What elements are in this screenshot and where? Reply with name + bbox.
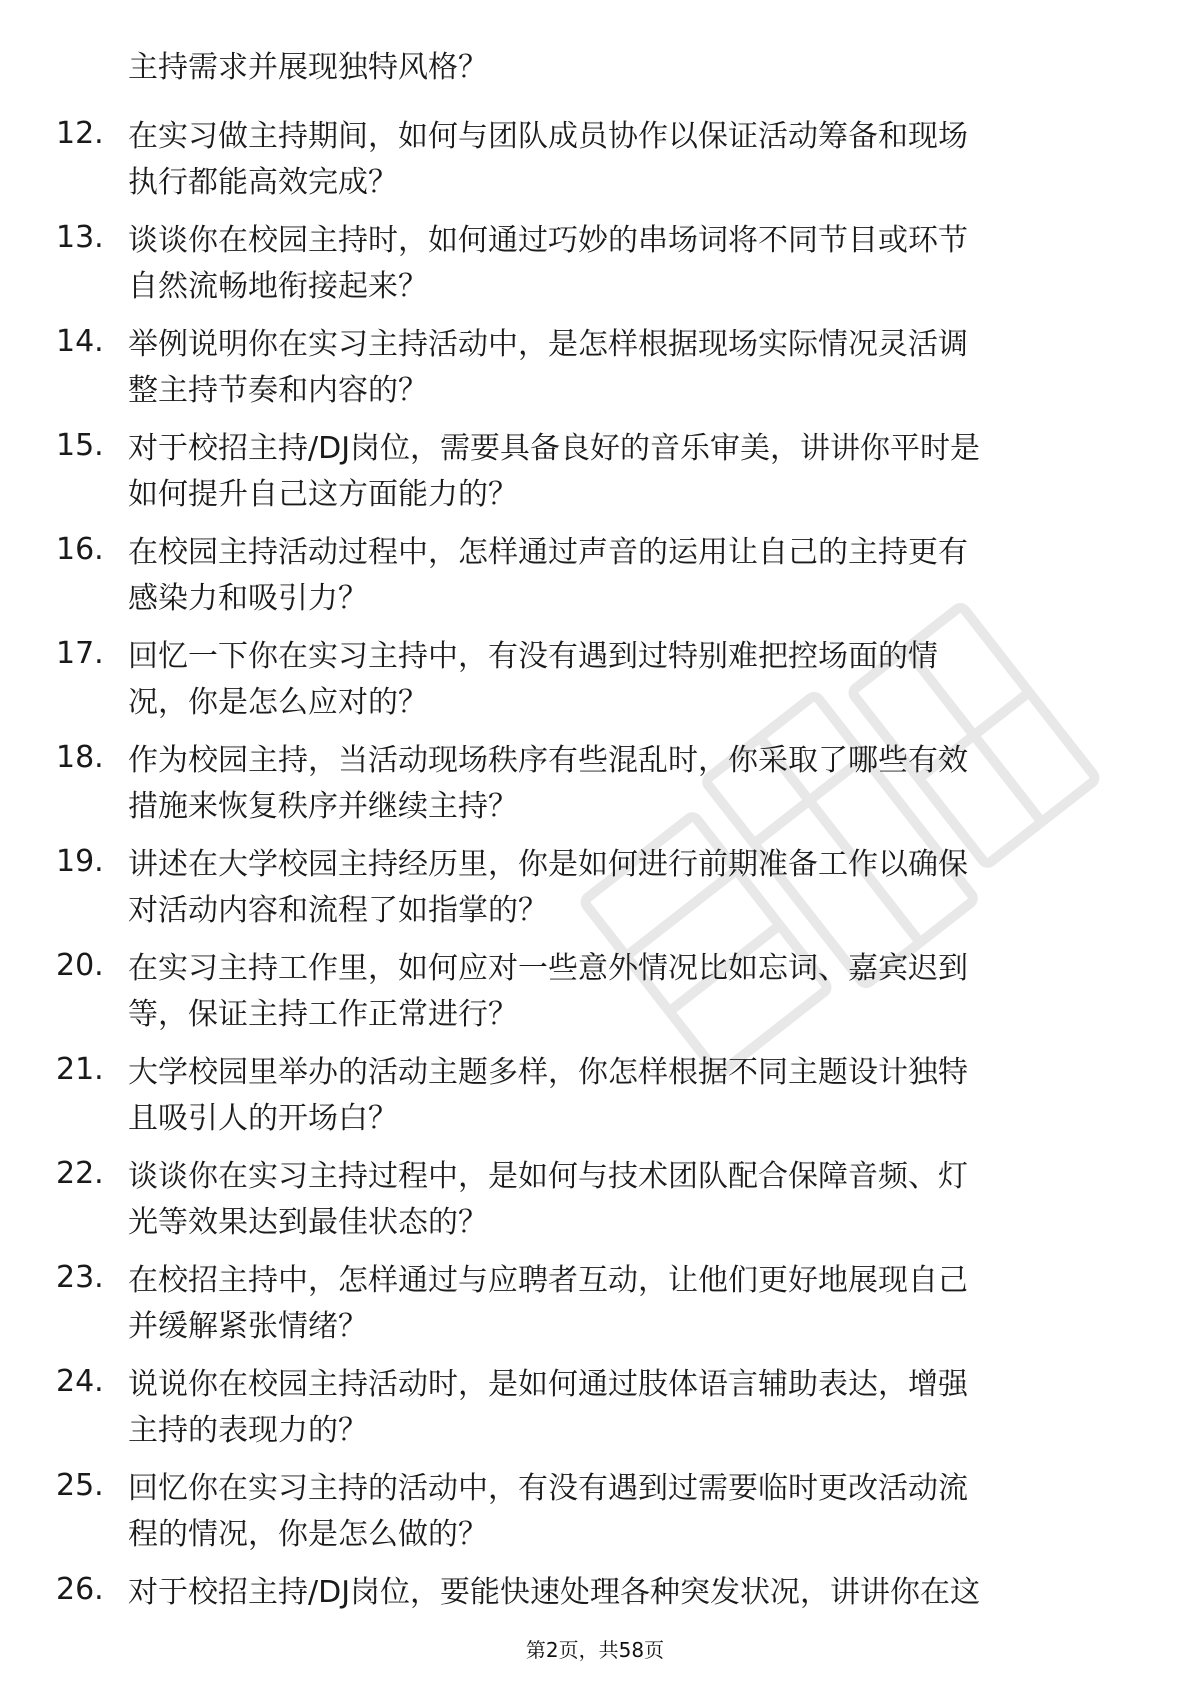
- question-number: 22.: [56, 1156, 104, 1191]
- question-number: 20.: [56, 948, 104, 983]
- question-item: [56, 1154, 1136, 1258]
- question-text: [128, 218, 1128, 310]
- question-text-line: 光等效果达到最佳状态的？: [128, 1205, 488, 1240]
- question-item: [56, 114, 1136, 218]
- question-number: 12.: [56, 116, 104, 151]
- question-text-line: 感染力和吸引力？: [128, 581, 368, 616]
- question-text-line: 大学校园里举办的活动主题多样，你怎样根据不同主题设计独特: [128, 1055, 968, 1090]
- question-text-line: 如何提升自己这方面能力的？: [128, 477, 518, 512]
- question-number: 26.: [56, 1572, 104, 1607]
- question-text-line: 在校招主持中，怎样通过与应聘者互动，让他们更好地展现自己: [128, 1263, 968, 1298]
- question-text-line: 措施来恢复秩序并继续主持？: [128, 789, 518, 824]
- question-number: 15.: [56, 428, 104, 463]
- question-number: 24.: [56, 1364, 104, 1399]
- question-item: [56, 842, 1136, 946]
- question-text-line: 对于校招主持/DJ岗位，要能快速处理各种突发状况，讲讲你在这: [128, 1575, 981, 1610]
- question-text: [128, 114, 1128, 206]
- question-text-line: 对于校招主持/DJ岗位，需要具备良好的音乐审美，讲讲你平时是: [128, 431, 981, 466]
- question-text: [128, 322, 1128, 414]
- question-text: [128, 1570, 1128, 1616]
- question-text-line: 谈谈你在校园主持时，如何通过巧妙的串场词将不同节目或环节: [128, 223, 968, 258]
- question-text: [128, 738, 1128, 830]
- question-item: [56, 1050, 1136, 1154]
- question-text-line: 作为校园主持，当活动现场秩序有些混乱时，你采取了哪些有效: [128, 743, 968, 778]
- question-item: [56, 218, 1136, 322]
- question-item: [56, 1258, 1136, 1362]
- question-text: [128, 1466, 1128, 1558]
- question-text: [128, 530, 1128, 622]
- question-list: [56, 114, 1136, 1674]
- question-text-line: 谈谈你在实习主持过程中，是如何与技术团队配合保障音频、灯: [128, 1159, 968, 1194]
- question-text-line: 执行都能高效完成？: [128, 165, 398, 200]
- question-number: 13.: [56, 220, 104, 255]
- question-text-line: 且吸引人的开场白？: [128, 1101, 398, 1136]
- question-number: 18.: [56, 740, 104, 775]
- question-number: 25.: [56, 1468, 104, 1503]
- question-text: [128, 946, 1128, 1038]
- question-number: 23.: [56, 1260, 104, 1295]
- question-text: [128, 634, 1128, 726]
- question-number: 19.: [56, 844, 104, 879]
- question-text-line: 举例说明你在实习主持活动中，是怎样根据现场实际情况灵活调: [128, 327, 968, 362]
- question-text-line: 说说你在校园主持活动时，是如何通过肢体语言辅助表达，增强: [128, 1367, 968, 1402]
- question-item: [56, 1466, 1136, 1570]
- question-number: 14.: [56, 324, 104, 359]
- question-text-line: 并缓解紧张情绪？: [128, 1309, 368, 1344]
- question-text: [128, 1050, 1128, 1142]
- question-item: [56, 634, 1136, 738]
- question-text: [128, 1154, 1128, 1246]
- question-text-line: 在实习做主持期间，如何与团队成员协作以保证活动筹备和现场: [128, 119, 968, 154]
- question-item: [56, 738, 1136, 842]
- question-text: [128, 426, 1128, 518]
- question-text: [128, 842, 1128, 934]
- question-text-line: 等，保证主持工作正常进行？: [128, 997, 518, 1032]
- question-number: 21.: [56, 1052, 104, 1087]
- page-footer: 第2页，共58页: [525, 1638, 665, 1662]
- question-text-line: 讲述在大学校园主持经历里，你是如何进行前期准备工作以确保: [128, 847, 968, 882]
- question-text: [128, 1258, 1128, 1350]
- question-text-line: 回忆你在实习主持的活动中，有没有遇到过需要临时更改活动流: [128, 1471, 968, 1506]
- question-text-line: 对活动内容和流程了如指掌的？: [128, 893, 548, 928]
- question-item: [56, 946, 1136, 1050]
- question-item: [56, 322, 1136, 426]
- question-text-line: 回忆一下你在实习主持中，有没有遇到过特别难把控场面的情: [128, 639, 938, 674]
- question-item: [56, 1362, 1136, 1466]
- question-text-line: 在实习主持工作里，如何应对一些意外情况比如忘词、嘉宾迟到: [128, 951, 968, 986]
- question-text-line: 主持的表现力的？: [128, 1413, 368, 1448]
- question-text-line: 程的情况，你是怎么做的？: [128, 1517, 488, 1552]
- question-text-line: 况，你是怎么应对的？: [128, 685, 428, 720]
- question-item: [56, 530, 1136, 634]
- question-number: 16.: [56, 532, 104, 567]
- question-text-line: 在校园主持活动过程中，怎样通过声音的运用让自己的主持更有: [128, 535, 968, 570]
- question-text-line: 自然流畅地衔接起来？: [128, 269, 428, 304]
- question-item: [56, 426, 1136, 530]
- question-text: [128, 1362, 1128, 1454]
- question-text-line: 整主持节奏和内容的？: [128, 373, 428, 408]
- question-number: 17.: [56, 636, 104, 671]
- continuation-line: 主持需求并展现独特风格？: [128, 50, 488, 85]
